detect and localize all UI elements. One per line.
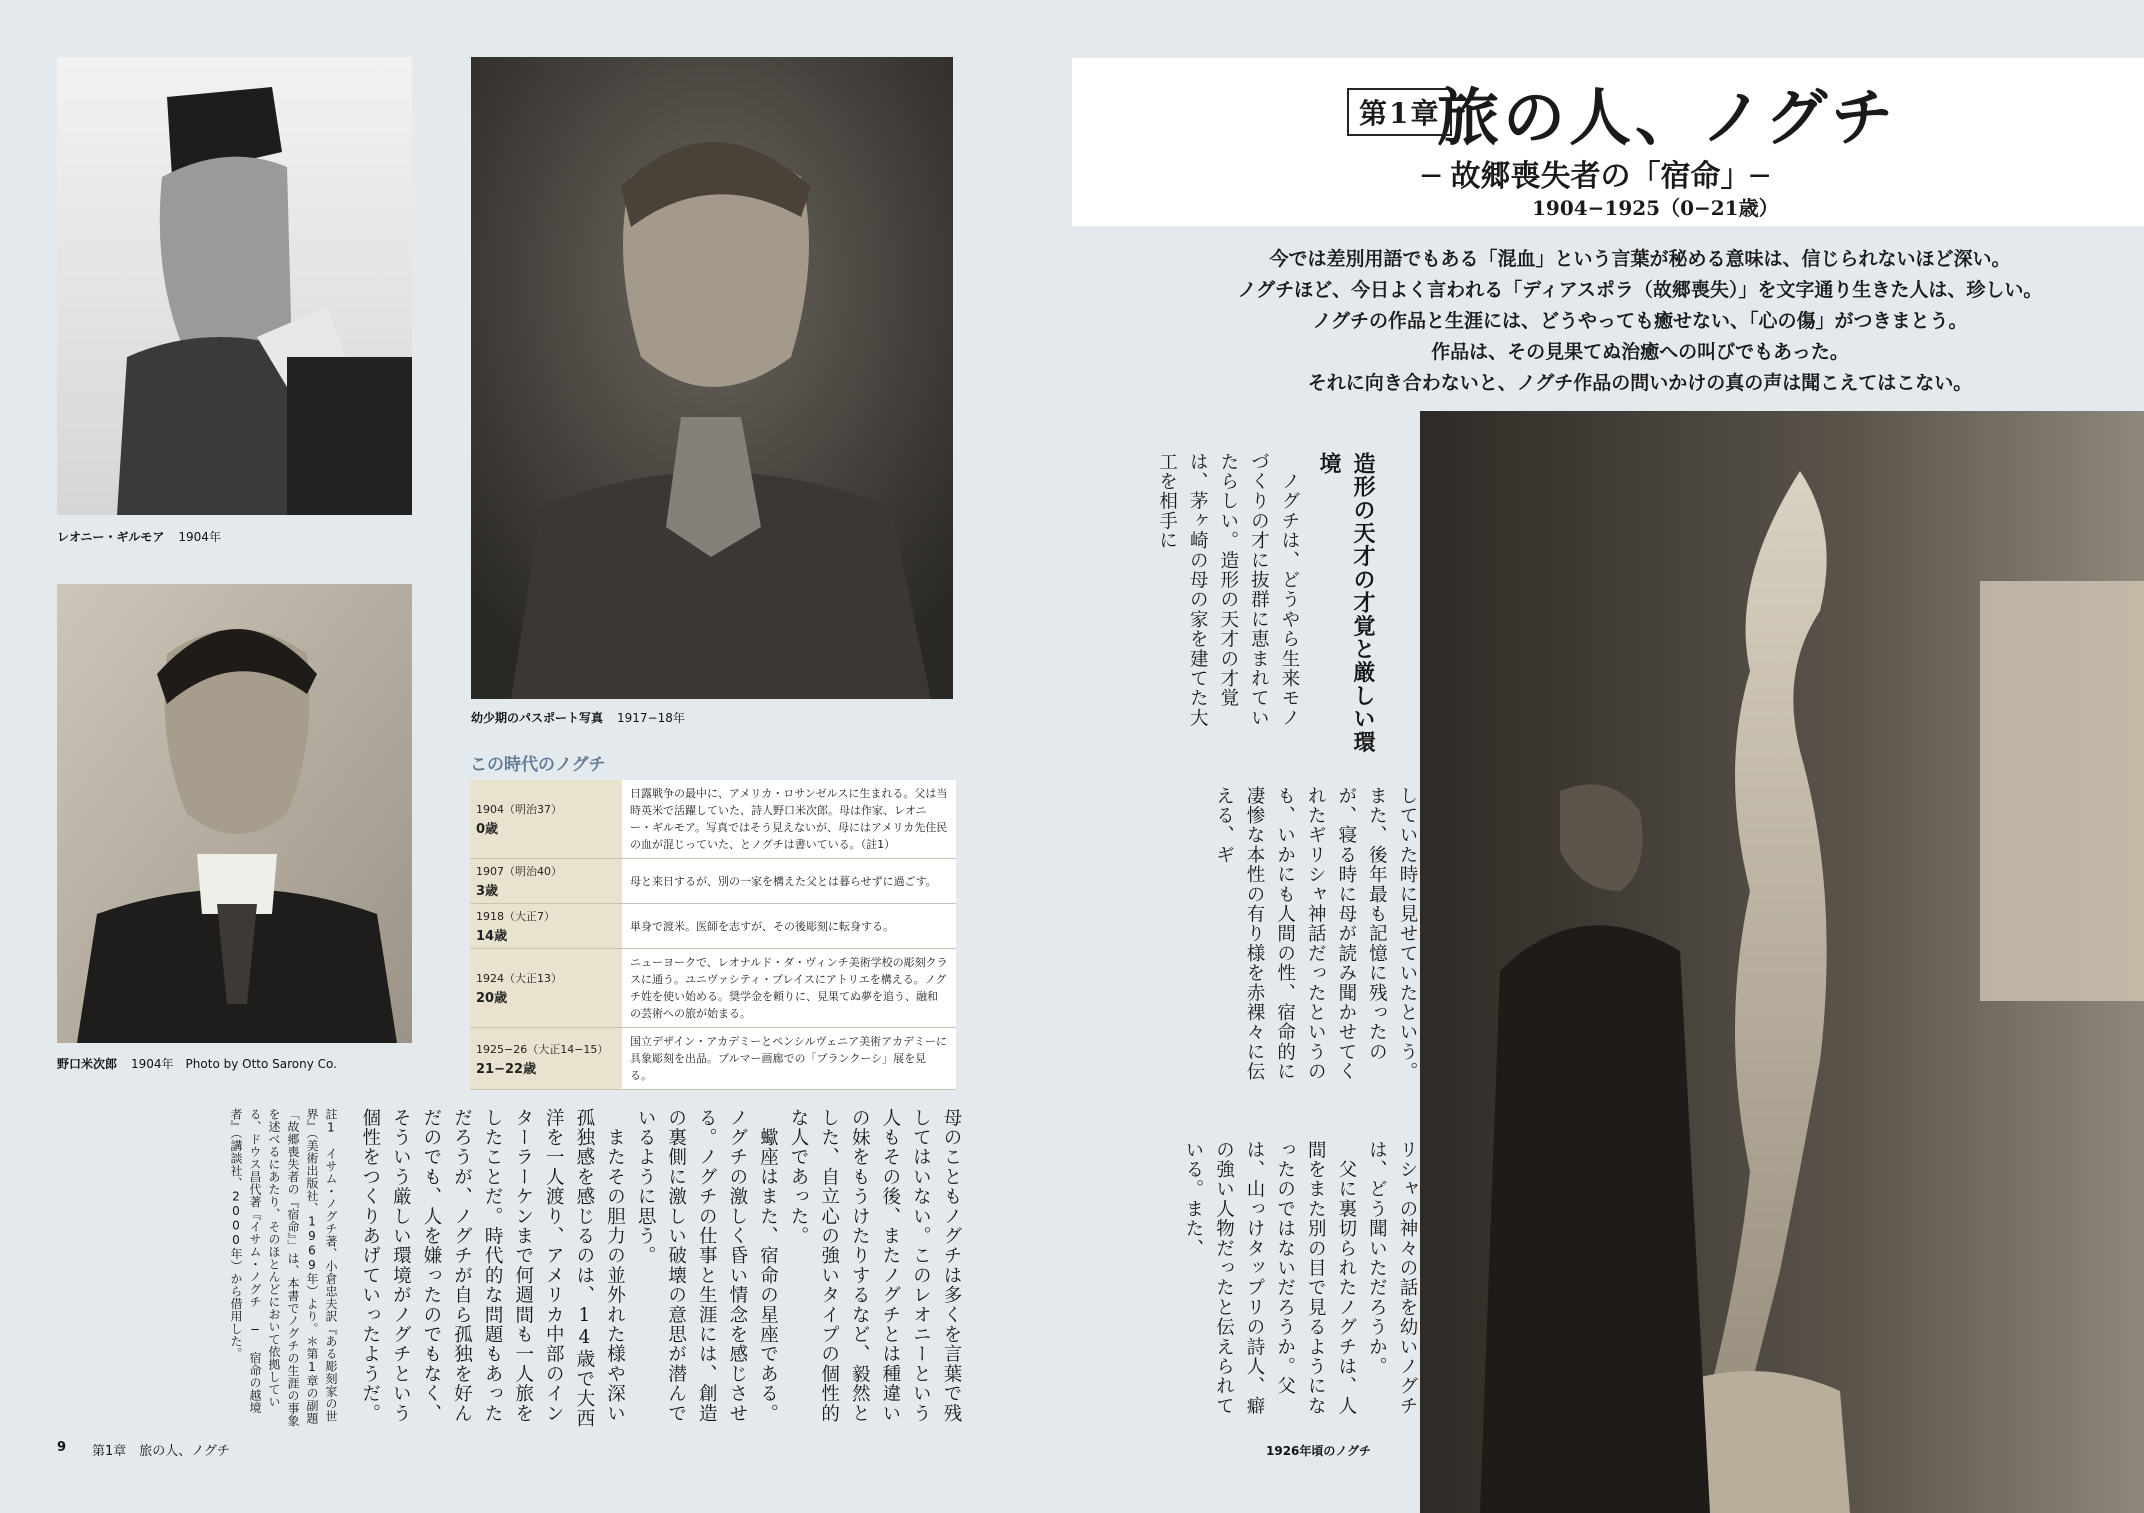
section-heading: [1308, 452, 1380, 762]
intro-line: ノグチほど、今日よく言われる「ディアスポラ（故郷喪失）」を文字通り生きた人は、珍しい。: [1237, 279, 2043, 301]
body-paragraph: ノグチは、どうやら生来モノづくりの才に抜群に恵まれていたらしい。造形の天才の才覚は、茅ヶ崎の母の家を建てた大工を相手に: [1156, 452, 1300, 728]
caption-passport: [471, 709, 685, 726]
timeline-age: 21−22歳: [476, 1061, 537, 1077]
timeline-table: [470, 780, 956, 1090]
intro-line: 作品は、その見果てぬ治癒への叫びでもあった。: [1431, 341, 1849, 363]
timeline-row: [470, 949, 956, 1028]
chapter-intro: [1180, 244, 2100, 399]
caption-leonie-name: レオニー・ギルモア: [57, 530, 165, 544]
photo-yone-noguchi: [57, 584, 412, 1043]
timeline-year: 1907（明治40）: [476, 865, 562, 878]
timeline-year: 1924（大正13）: [476, 972, 562, 985]
timeline-row: [470, 904, 956, 949]
timeline-row: [470, 859, 956, 904]
right-body-bottom: [1182, 1140, 1422, 1430]
body-paragraph: またその胆力の並外れた様や深い孤独感を感じるのは、14歳で大西洋を一人渡り、アメリカ中部のインターラーケンまで何週間も一人旅をしたことだ。時代的な問題もあっただろうが、ノグチが自ら孤独を好んだのでも、人を嫌ったのでもなく、そういう厳しい環境がノグチという個性をつくりあげていったようだ。: [359, 1108, 626, 1429]
caption-studio: [1266, 1442, 1385, 1459]
timeline-text: 日露戦争の最中に、アメリカ・ロサンゼルスに生まれる。父は当時英米で活躍していた、詩人野口米次郎。母は作家、レオニー・ギルモア。写真ではそう見えないが、母にはアメリカ先住民の血が混じっていた、とノグチは書いている。（註1）: [622, 780, 956, 859]
timeline-year: 1918（大正7）: [476, 910, 555, 923]
caption-passport-name: 幼少期のパスポート写真: [471, 711, 604, 725]
timeline-year: 1904（明治37）: [476, 803, 562, 816]
section-heading-text: 造形の天才の才覚と厳しい環境: [1316, 452, 1376, 754]
timeline-text: 国立デザイン・アカデミーとペンシルヴェニア美術アカデミーに具象彫刻を出品。ブルマー画廊での「ブランクーシ」展を見る。: [622, 1028, 956, 1090]
right-body-top: [1156, 452, 1304, 742]
timeline-year-cell: [470, 904, 622, 949]
timeline-text: 母と来日するが、別の一家を構えた父とは暮らせずに過ごす。: [622, 859, 956, 904]
chapter-badge: 第1章: [1347, 88, 1452, 136]
intro-line: ノグチの作品と生涯には、どうやっても癒せない、「心の傷」がつきまとう。: [1312, 310, 1968, 332]
timeline-year-cell: [470, 1028, 622, 1090]
chapter-years: 1904−1925（0−21歳）: [1532, 196, 1779, 220]
footnote: [200, 1108, 340, 1428]
intro-line: それに向き合わないと、ノグチ作品の問いかけの真の声は聞こえてはこない。: [1307, 372, 1973, 394]
caption-leonie: [57, 528, 221, 545]
timeline-age: 3歳: [476, 884, 499, 899]
timeline-age: 20歳: [476, 991, 508, 1006]
caption-yone-year: 1904年 Photo by Otto Sarony Co.: [131, 1057, 337, 1071]
chapter-title: 旅の人、ノグチ: [1437, 81, 1898, 154]
body-paragraph: 母のこともノグチは多くを言葉で残してはいない。このレオニーという人もその後、またノグチとは種違いの妹をもうけたりするなど、毅然とした、自立心の強いタイプの個性的な人であった。: [788, 1108, 962, 1424]
intro-line: 今では差別用語でもある「混血」という言葉が秘める意味は、信じられないほど深い。: [1269, 248, 2011, 270]
timeline-text: ニューヨークで、レオナルド・ダ・ヴィンチ美術学校の彫刻クラスに通う。ユニヴァシティ・プレイスにアトリエを構える。ノグチ姓を使い始める。奨学金を頼りに、見果てぬ夢を追う、融和の芸術への旅が始まる。: [622, 949, 956, 1028]
body-paragraph: リシャの神々の話を幼いノグチは、どう聞いただろうか。: [1366, 1140, 1418, 1416]
caption-studio-name: 1926年頃のノグチ: [1266, 1444, 1372, 1458]
timeline-text: 単身で渡米。医師を志すが、その後彫刻に転身する。: [622, 904, 956, 949]
timeline-row: [470, 780, 956, 859]
footnote-text: 註1 イサム・ノグチ著、小倉忠夫訳『ある彫刻家の世界』（美術出版社、1969年）より。＊第1章の副題「故郷喪失者の『宿命』」は、本書でノグチの生涯の事象を述べるにあたり、そのほとんどにおいて依拠している、ドウス昌代著『イサム・ノグチ ─ 宿命の越境者』（講談社、2000年）から借用した。: [229, 1108, 338, 1427]
timeline-year: 1925−26（大正14−15）: [476, 1042, 609, 1056]
left-body-text: [350, 1108, 966, 1430]
timeline-title: この時代のノグチ: [470, 755, 606, 775]
timeline-age: 0歳: [476, 822, 499, 837]
body-paragraph: していた時に見せていたという。また、後年最も記憶に残ったのが、寝る時に母が読み聞かせてくれたギリシャ神話だったというのも、いかにも人間の性、宿命的に凄惨な本性の有り様を赤裸々に伝える、ギ: [1213, 786, 1418, 1082]
caption-yone-name: 野口米次郎: [57, 1057, 118, 1071]
chapter-title-box: [1072, 58, 2144, 226]
body-paragraph: 父に裏切られたノグチは、人間をまた別の目で見るようになったのではないだろうか。父は、山っけタップリの詩人、癖の強い人物だったと伝えられている。また、: [1182, 1140, 1357, 1416]
right-body-middle: [1186, 786, 1422, 1084]
caption-yone: [57, 1055, 337, 1072]
photo-studio-1926: [1420, 411, 2144, 1513]
running-head: 第1章 旅の人、ノグチ: [92, 1444, 230, 1459]
body-paragraph: 蠍座はまた、宿命の星座である。ノグチの激しく昏い情念を感じさせる。ノグチの仕事と生涯には、創造の裏側に激しい破壊の意思が潜んでいるように思う。: [635, 1108, 779, 1424]
timeline-row: [470, 1028, 956, 1090]
timeline-year-cell: [470, 859, 622, 904]
timeline-year-cell: [470, 780, 622, 859]
timeline-year-cell: [470, 949, 622, 1028]
caption-leonie-year: 1904年: [178, 530, 221, 544]
photo-leonie-gilmour: [57, 57, 412, 515]
timeline-age: 14歳: [476, 929, 508, 944]
photo-passport: [471, 57, 953, 699]
page-number: 9: [57, 1440, 67, 1455]
chapter-subtitle: ─ 故郷喪失者の「宿命」─: [1422, 159, 1769, 194]
caption-passport-year: 1917−18年: [617, 711, 685, 725]
